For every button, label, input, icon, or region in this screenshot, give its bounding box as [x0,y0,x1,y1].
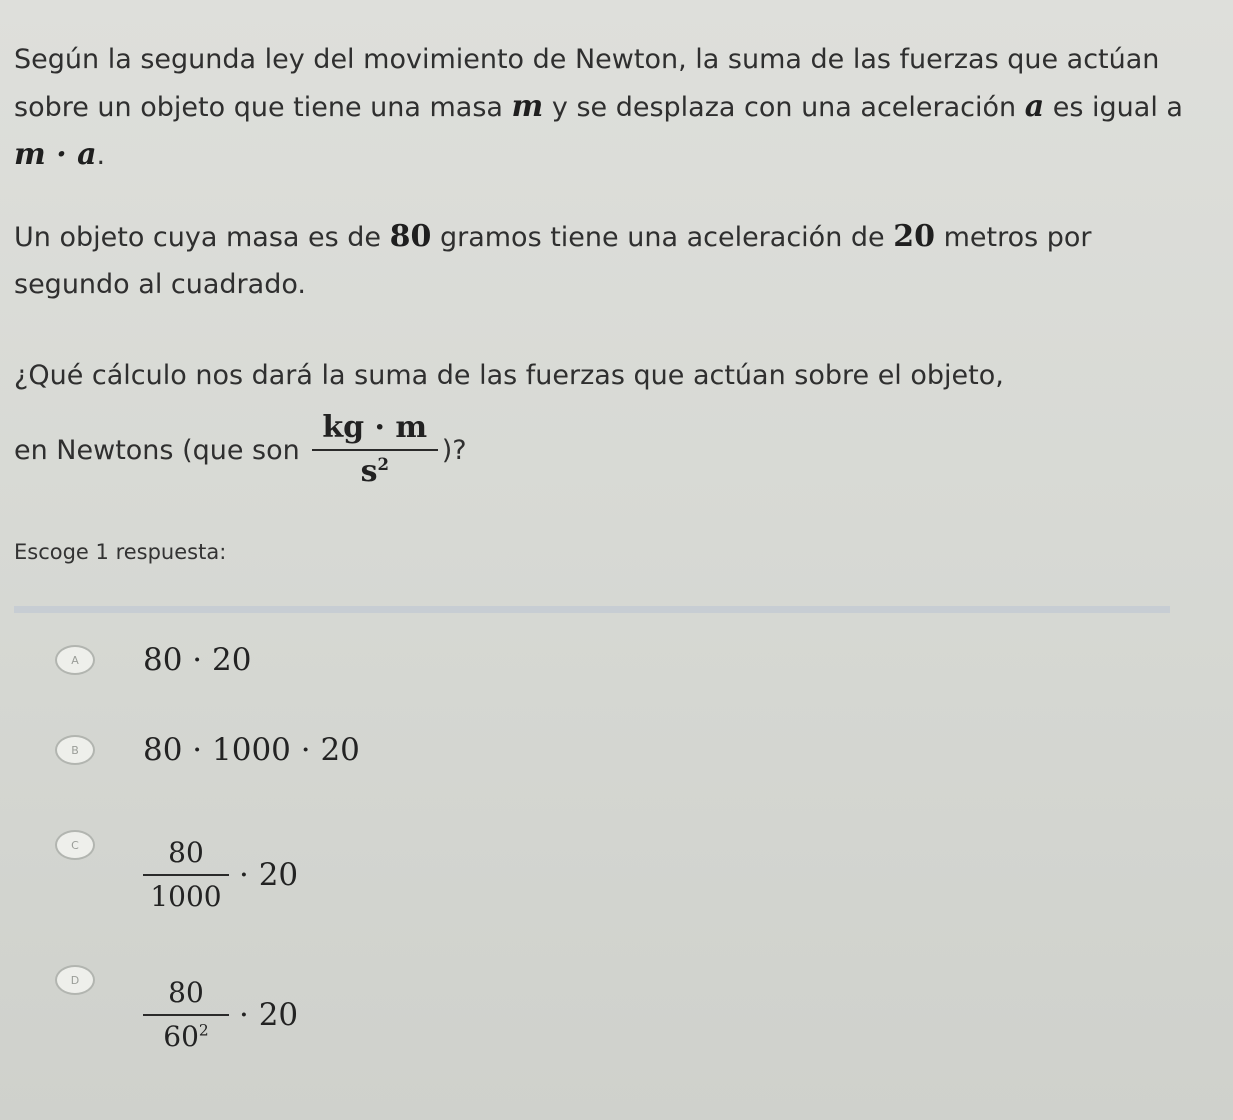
question-text-end: )? [441,434,467,466]
option-fraction [143,836,229,914]
mass-value: 80 [389,219,432,254]
unit-numerator: kg · m [312,411,438,451]
option-expression [143,836,298,914]
question-line-2 [14,405,467,495]
option-multiplier: · 20 [239,997,299,1033]
option-expression: 80 · 20 [143,642,252,678]
option-multiplier: · 20 [239,857,299,893]
question-line-1 [14,352,1204,399]
answer-option-b[interactable] [55,730,955,770]
force-expression: m · a [14,137,97,172]
newton-unit-fraction [312,411,438,489]
option-fraction [143,976,229,1054]
answer-option-c[interactable] [55,820,955,930]
acceleration-variable: a [1024,89,1045,124]
text-segment: gramos tiene una aceleración de [431,222,894,253]
problem-paragraph-newton [14,36,1204,179]
divider-bar [14,606,1170,613]
radio-button-a[interactable] [55,645,95,675]
denominator-base: 60 [163,1020,199,1053]
mass-variable: m [511,89,544,124]
acceleration-value: 20 [893,219,935,254]
unit-den-base: s [360,454,378,489]
option-letter: A [71,653,79,667]
text-segment: y se desplaza con una aceleración [543,92,1025,123]
unit-denominator [361,451,389,489]
option-expression: 80 · 1000 · 20 [143,732,360,768]
denominator-exponent: 2 [198,1021,209,1040]
option-expression [143,976,298,1054]
text-segment: Un objeto cuya masa es de [14,222,390,253]
unit-den-exponent: 2 [377,455,389,474]
radio-button-d[interactable] [55,965,95,995]
question-text: ¿Qué cálculo nos dará la suma de las fuerzas que actúan sobre el objeto, [14,360,1004,391]
text-segment: Según la segunda ley del movimiento de Newton, la suma de las fuerzas que actúan sobre un objeto que tiene una masa [14,44,1160,123]
fraction-numerator: 80 [143,976,229,1016]
question-text: en Newtons (que son [14,434,300,466]
option-letter: B [71,743,79,757]
radio-button-c[interactable] [55,830,95,860]
option-letter: D [70,973,80,987]
answer-option-d[interactable] [55,955,955,1075]
fraction-denominator [163,1016,208,1054]
answer-option-a[interactable] [55,640,955,680]
fraction-denominator: 1000 [150,880,222,913]
option-letter: C [71,838,79,852]
text-segment: metros por segundo al cuadrado. [14,222,1092,300]
problem-paragraph-data [14,213,1204,308]
text-segment: es igual a [1044,92,1183,123]
answer-instruction: Escoge 1 respuesta: [14,540,227,564]
radio-button-b[interactable] [55,735,95,765]
text-segment: . [96,140,106,171]
fraction-numerator: 80 [143,836,229,876]
